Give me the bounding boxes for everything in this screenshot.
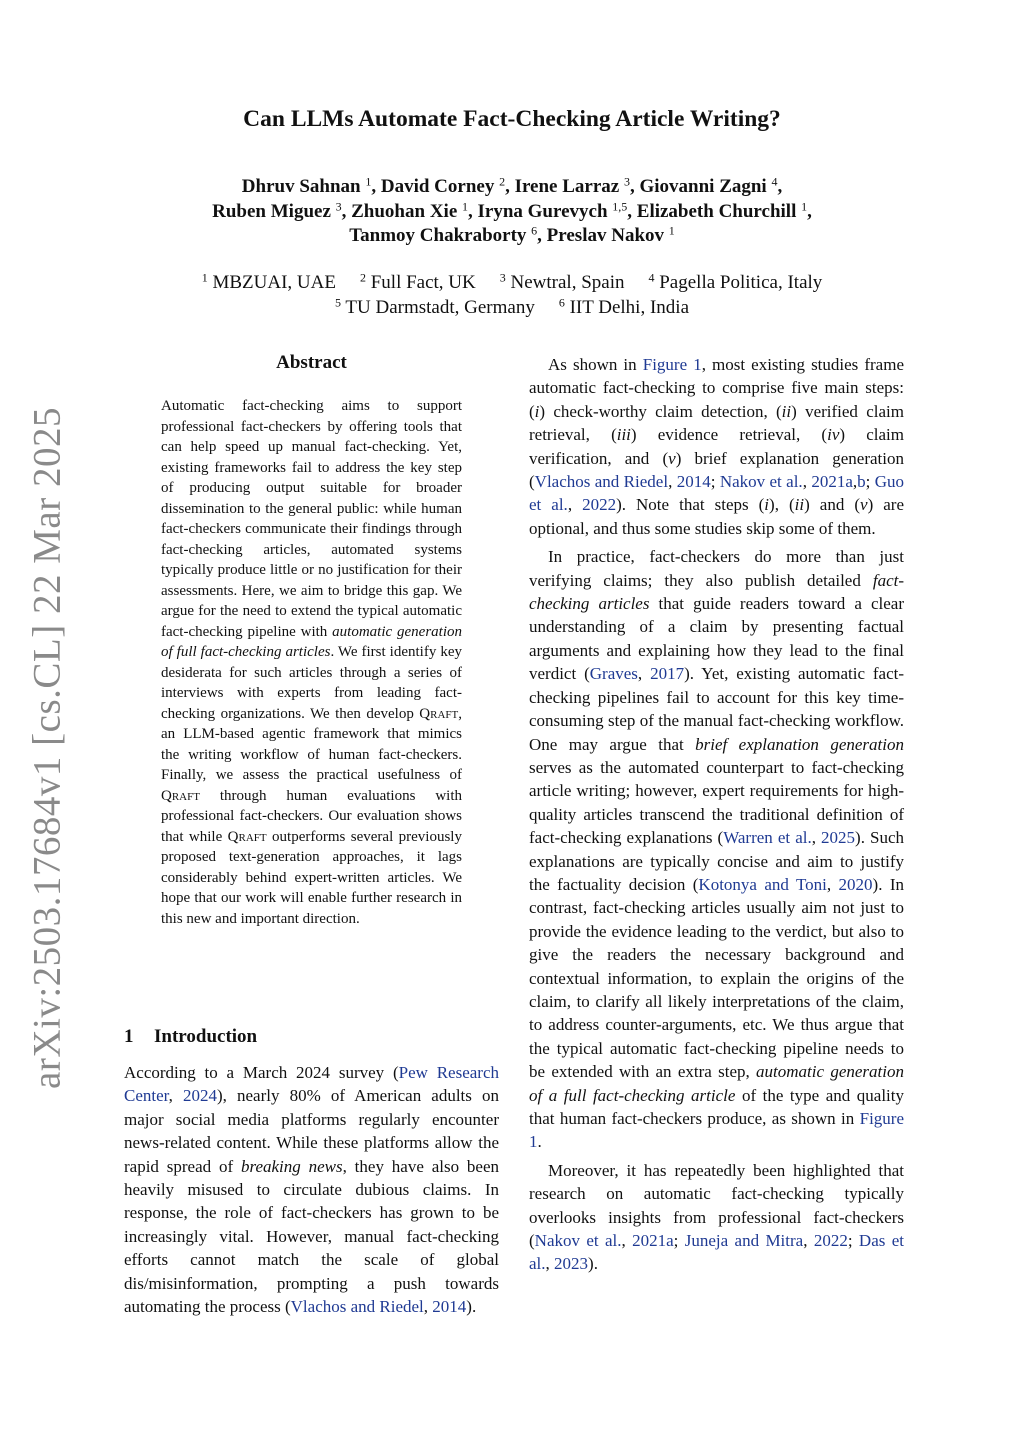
affiliation: $^4$ Pagella Politica, Italy [648, 270, 823, 293]
section-heading: 1 Introduction [124, 1026, 258, 1047]
affiliation: $^3$ Newtral, Spain [499, 270, 625, 293]
citation-link[interactable]: 2021a [632, 1231, 674, 1251]
author: Iryna Gurevych $^{1,5}$ [477, 198, 628, 222]
citation-link[interactable]: b [857, 472, 866, 492]
citation-link[interactable]: 2021a [811, 472, 853, 492]
citation-link[interactable]: 2022 [813, 1231, 848, 1251]
system-name: Qraft [419, 705, 459, 722]
citation-link[interactable]: Vlachos and Riedel [290, 1297, 424, 1317]
affiliation-list [0, 271, 1024, 320]
system-name: Qraft [227, 828, 267, 845]
affiliation: $^1$ MBZUAI, UAE [201, 270, 336, 293]
author: David Corney $^2$ [380, 174, 506, 197]
citation-link[interactable]: 2014 [676, 472, 711, 492]
affiliation: $^6$ IIT Delhi, India [558, 294, 689, 318]
abstract-heading: Abstract [276, 352, 347, 373]
introduction-paragraph: According to a March 2024 survey (Pew Research Center, 2024), nearly 80% of American adults on major social media platforms regularly encounter news-related content. While these platforms allow the rapid spread of breaking news, they have also been heavily misused to circulate dubious claims. In response, the role of fact-checkers has grown to be increasingly vital. However, manual fact-checking efforts cannot match the scale of global dis/misinformation, prompting a push towards automating the process (Vlachos and Riedel, 2014). [124, 1063, 500, 1317]
citation-link[interactable]: Juneja and Mitra [684, 1231, 804, 1251]
figure-reference-link[interactable]: Figure 1 [642, 355, 702, 374]
citation-link[interactable]: 2022 [582, 495, 617, 515]
body-paragraph: Moreover, it has repeatedly been highlighted that research on automatic fact-checking typically overlooks insights from professional fact-checkers (Nakov et al., 2021a; Juneja and Mitra, 2022; Das et al., 2023). [529, 1160, 904, 1274]
system-name: Qraft [161, 787, 200, 804]
paper-title: Can LLMs Automate Fact-Checking Article Writing? [243, 106, 781, 132]
citation-link[interactable]: 2025 [821, 828, 856, 848]
body-paragraph: As shown in Figure 1, most existing studies frame automatic fact-checking to comprise five main steps: (i) check-worthy claim detection, (ii) verified claim retrieval, (iii) evidence retrieval, (iv) claim verification, and (v) brief explanation generation (Vlachos and Riedel, 2014; Nakov et al., 2021a,b; Guo et al., 2022). Note that steps (i), (ii) and (v) are optional, and thus some studies skip some of them. [529, 355, 905, 538]
author: Zhuohan Xie $^1$ [351, 198, 468, 222]
author: Elizabeth Churchill $^1$ [636, 198, 808, 222]
body-paragraph: In practice, fact-checkers do more than just verifying claims; they also publish detailed fact-checking articles that guide readers toward a clear understanding of a claim by presenting factual arguments and explaining how they lead to the final verdict (Graves, 2017). Yet, existing automatic fact-checking pipelines fail to account for this key time-consuming step of the manual fact-checking workflow. One may argue that brief explanation generation serves as the automated counterpart to fact-checking article writing; however, expert requirements for high-quality articles transcend the traditional definition of fact-checking explanations (Warren et al., 2025). Such explanations are typically concise and aim to justify the factuality decision (Kotonya and Toni, 2020). In contrast, fact-checking articles usually aim not just to provide the evidence leading to the verdict, but also to give the readers the necessary background and contextual information, to explain the origins of the claim, to clarify all likely interpretations of the claim, to address counter-arguments, etc. We thus argue that the typical automatic fact-checking pipeline needs to be extended with an extra step, automatic generation of a full fact-checking article of the type and quality that human fact-checkers produce, as shown in Figure 1. [529, 547, 905, 1152]
figure-reference-link[interactable]: Figure 1 [529, 1109, 904, 1152]
citation-link[interactable]: Nakov et al. [719, 472, 803, 492]
author: Irene Larraz $^3$ [514, 174, 630, 197]
citation-link[interactable]: 2014 [432, 1297, 467, 1317]
citation-link[interactable]: Guo et al. [529, 472, 905, 515]
citation-link[interactable]: Pew Research Center [124, 1063, 500, 1106]
citation-link[interactable]: 2020 [838, 874, 873, 894]
author: Preslav Nakov $^1$ [546, 223, 675, 246]
abstract-text: Automatic fact-checking aims to support professional fact-checkers by offering tools that can help speed up manual fact-checking. Yet, existing frameworks fail to address the key step of producing output suitable for broader dissemination to the general public: while human fact-checkers communicate their findings through fact-checking articles, automated systems typically produce little or no justification for their assessments. Here, we aim to bridge this gap. We argue for the need to extend the typical automatic fact-checking pipeline with automatic generation of full fact-checking articles. We first identify key desiderata for such articles through a series of interviews with experts from leading fact-checking organizations. We then develop Qraft, an LLM-based agentic framework that mimics the writing workflow of human fact-checkers. Finally, we assess the practical usefulness of Qraft through human evaluations with professional fact-checkers. Our evaluation shows that while Qraft outperforms several previously proposed text-generation approaches, it lags considerably behind expert-written articles. We hope that our work will enable further research in this new and important direction. [161, 398, 462, 927]
citation-link[interactable]: Kotonya and Toni [698, 874, 827, 894]
citation-link[interactable]: Nakov et al. [534, 1231, 622, 1251]
citation-link[interactable]: 2024 [183, 1086, 217, 1106]
citation-link[interactable]: Graves [589, 664, 638, 684]
right-column [529, 353, 904, 1281]
arxiv-identifier: arXiv:2503.17684v1 [cs.CL] 22 Mar 2025 [25, 407, 69, 1089]
citation-link[interactable]: 2017 [650, 664, 685, 684]
citation-link[interactable]: Warren et al. [723, 828, 812, 848]
author: Giovanni Zagni $^4$ [639, 174, 778, 197]
citation-link[interactable]: Vlachos and Riedel [534, 472, 669, 492]
citation-link[interactable]: Das et al. [529, 1231, 904, 1274]
author-list: Dhruv Sahnan $^1$, David Corney $^2$, Irene Larraz $^3$, Giovanni Zagni $^4$, Ruben Miguez $^3$, Zhuohan Xie $^1$, Iryna Gurevych $^{1,5}$, Elizabeth Churchill $^1$, Tanmoy Chakraborty $^6$, Preslav Nakov $^1$ [212, 174, 812, 246]
author: Ruben Miguez $^3$ [212, 198, 342, 222]
author: Dhruv Sahnan $^1$ [241, 174, 372, 197]
affiliation: $^5$ TU Darmstadt, Germany [334, 294, 535, 318]
citation-link[interactable]: 2023 [554, 1254, 589, 1274]
affiliation: $^2$ Full Fact, UK [359, 270, 476, 293]
author: Tanmoy Chakraborty $^6$ [349, 223, 538, 246]
